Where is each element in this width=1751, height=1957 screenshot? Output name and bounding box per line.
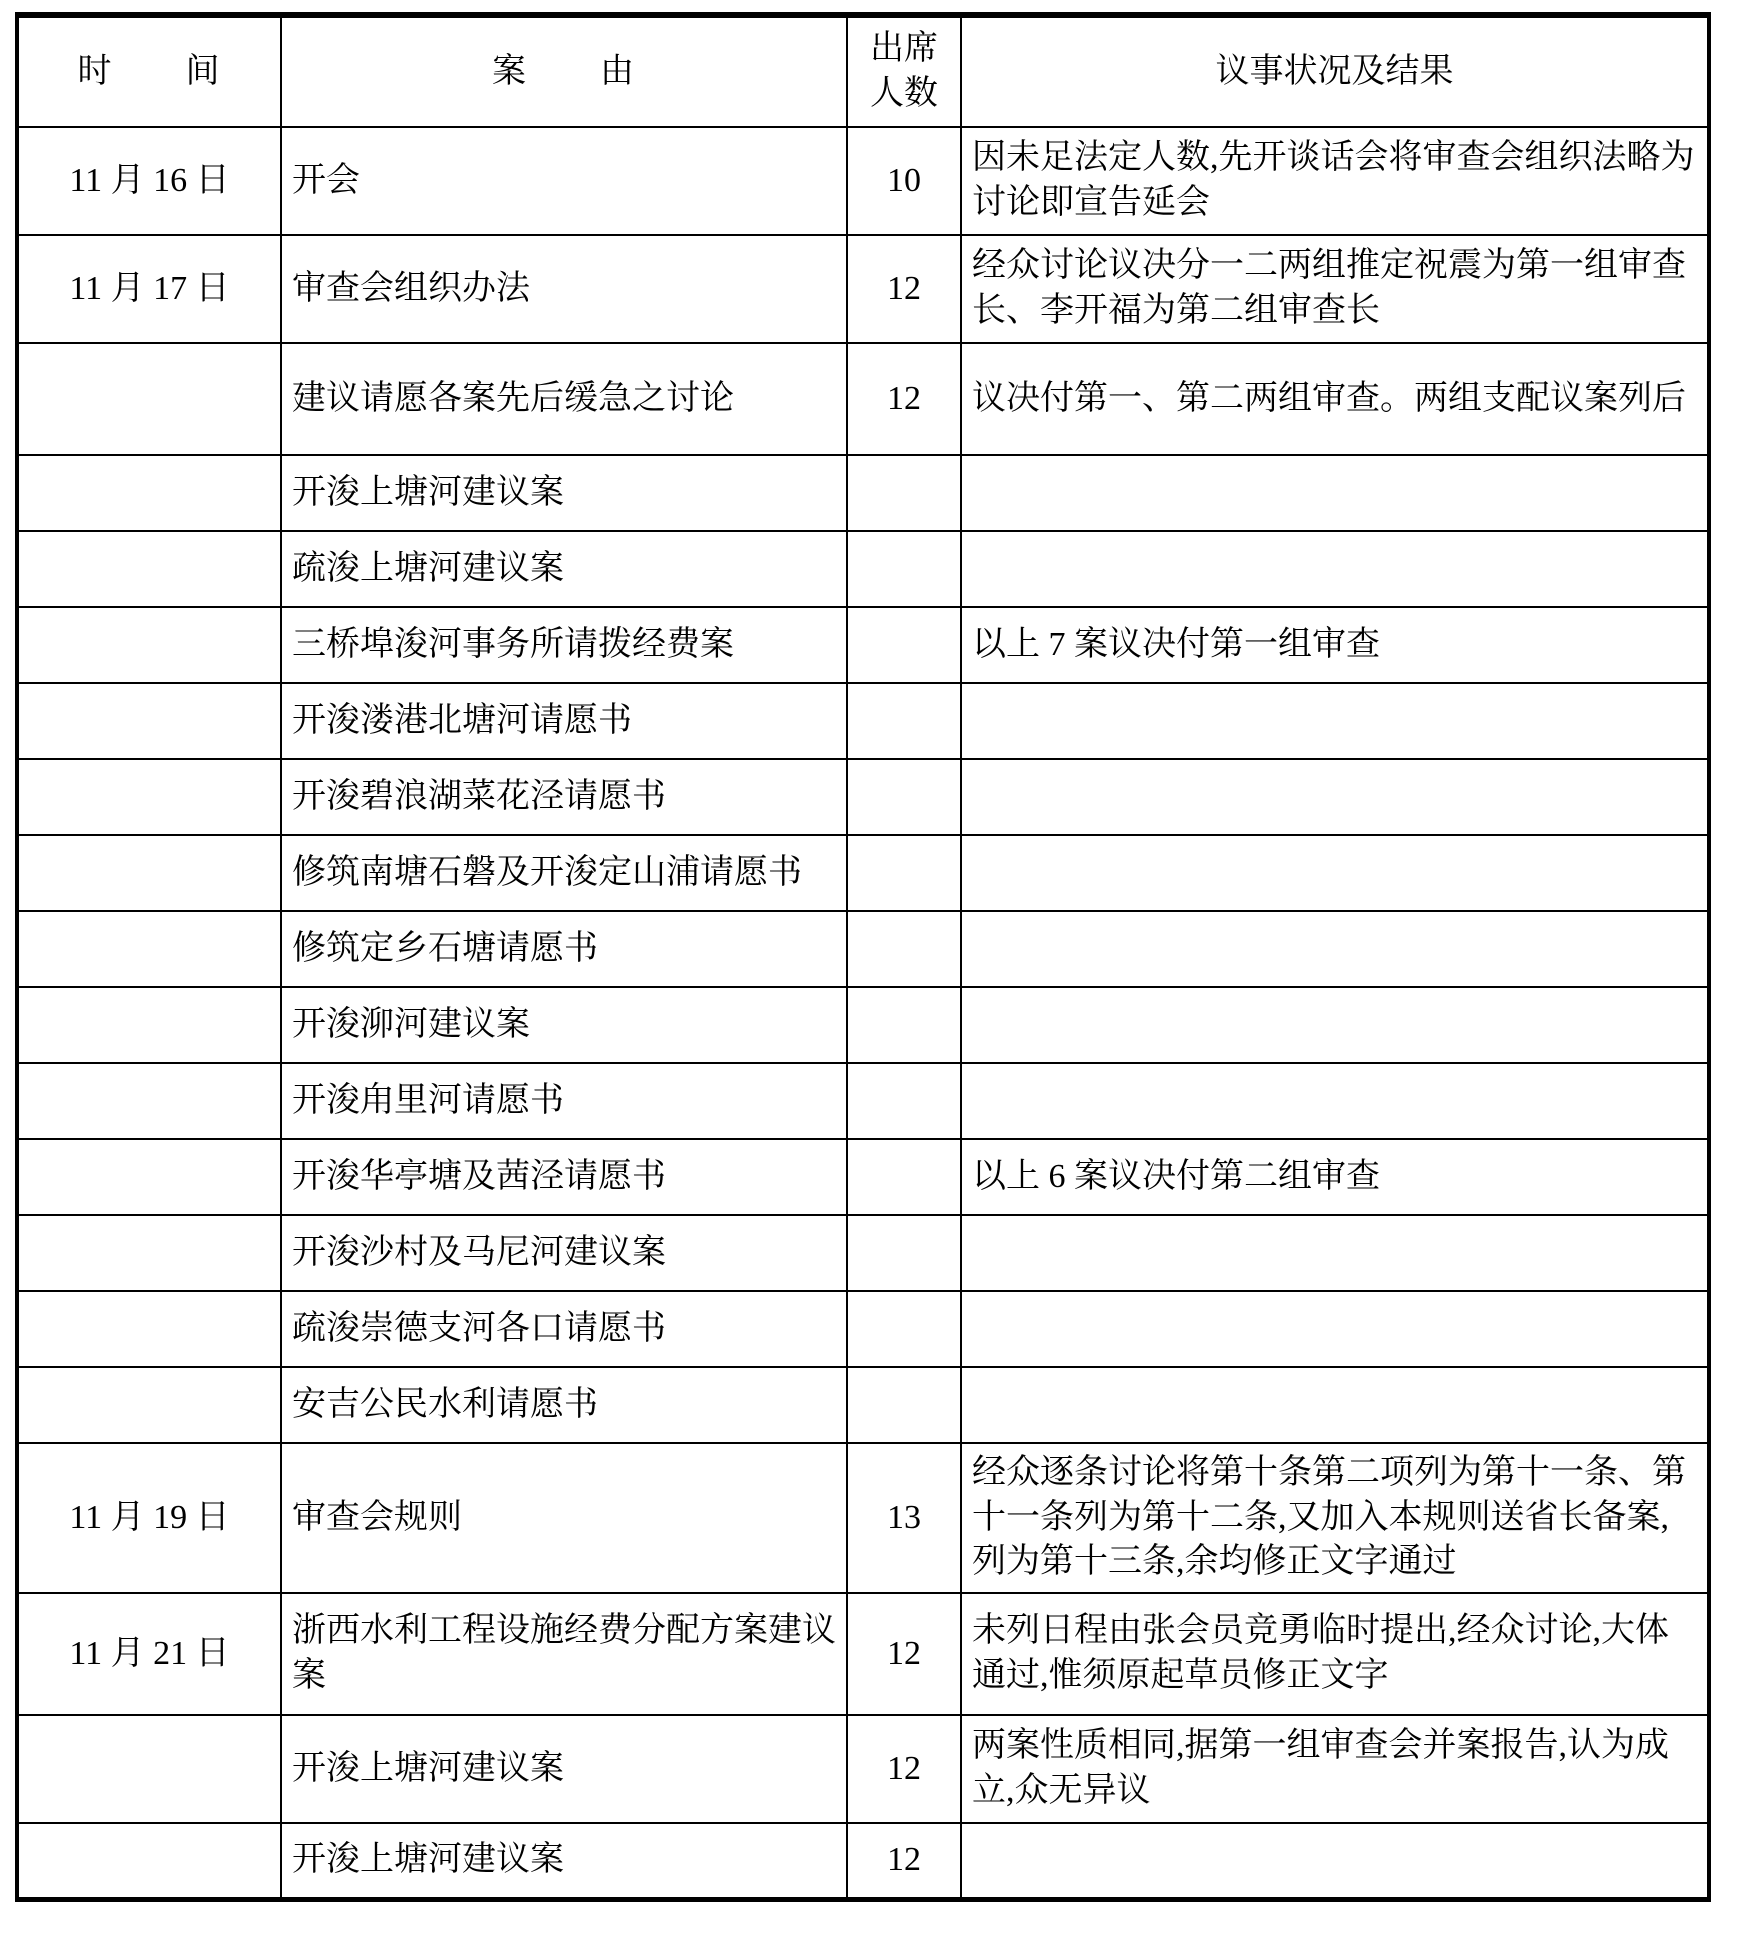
attendance-cell: 12 xyxy=(847,1593,961,1715)
result-cell xyxy=(961,1215,1709,1291)
result-cell: 经众逐条讨论将第十条第二项列为第十一条、第十一条列为第十二条,又加入本规则送省长备案,列为第十三条,余均修正文字通过 xyxy=(961,1443,1709,1593)
attendance-cell xyxy=(847,607,961,683)
table-row xyxy=(17,835,1709,911)
case-cell: 建议请愿各案先后缓急之讨论 xyxy=(281,343,847,455)
case-cell: 开浚华亭塘及茜泾请愿书 xyxy=(281,1139,847,1215)
attendance-cell: 12 xyxy=(847,1823,961,1899)
result-cell xyxy=(961,987,1709,1063)
case-cell: 安吉公民水利请愿书 xyxy=(281,1367,847,1443)
result-cell xyxy=(961,1823,1709,1899)
time-cell xyxy=(17,1291,281,1367)
case-cell: 开浚上塘河建议案 xyxy=(281,1823,847,1899)
time-cell xyxy=(17,911,281,987)
table-row xyxy=(17,987,1709,1063)
table-row xyxy=(17,607,1709,683)
case-cell: 开浚上塘河建议案 xyxy=(281,455,847,531)
header-case: 案 由 xyxy=(281,15,847,127)
result-cell: 经众讨论议决分一二两组推定祝震为第一组审查长、李开福为第二组审查长 xyxy=(961,235,1709,343)
case-cell: 审查会组织办法 xyxy=(281,235,847,343)
case-cell: 开浚溇港北塘河请愿书 xyxy=(281,683,847,759)
case-cell: 疏浚崇德支河各口请愿书 xyxy=(281,1291,847,1367)
attendance-cell xyxy=(847,759,961,835)
table-row xyxy=(17,1823,1709,1899)
attendance-cell xyxy=(847,911,961,987)
table-row xyxy=(17,1715,1709,1823)
result-cell: 议决付第一、第二两组审查。两组支配议案列后 xyxy=(961,343,1709,455)
header-result: 议事状况及结果 xyxy=(961,15,1709,127)
time-cell xyxy=(17,1215,281,1291)
time-cell xyxy=(17,343,281,455)
case-cell: 修筑南塘石磐及开浚定山浦请愿书 xyxy=(281,835,847,911)
result-cell xyxy=(961,911,1709,987)
attendance-cell xyxy=(847,683,961,759)
result-cell xyxy=(961,455,1709,531)
result-cell: 未列日程由张会员竞勇临时提出,经众讨论,大体通过,惟须原起草员修正文字 xyxy=(961,1593,1709,1715)
time-cell xyxy=(17,1367,281,1443)
attendance-cell xyxy=(847,1291,961,1367)
table-row xyxy=(17,1443,1709,1593)
attendance-cell xyxy=(847,987,961,1063)
result-cell xyxy=(961,1063,1709,1139)
table-row xyxy=(17,911,1709,987)
table-row xyxy=(17,1593,1709,1715)
attendance-cell xyxy=(847,1215,961,1291)
table-row xyxy=(17,455,1709,531)
case-cell: 开浚碧浪湖菜花泾请愿书 xyxy=(281,759,847,835)
case-cell: 审查会规则 xyxy=(281,1443,847,1593)
attendance-cell: 13 xyxy=(847,1443,961,1593)
time-cell xyxy=(17,835,281,911)
attendance-cell: 12 xyxy=(847,235,961,343)
result-cell xyxy=(961,759,1709,835)
attendance-cell: 10 xyxy=(847,127,961,235)
time-cell xyxy=(17,1823,281,1899)
table-row xyxy=(17,1367,1709,1443)
header-attendance: 出席人数 xyxy=(847,15,961,127)
time-cell xyxy=(17,455,281,531)
attendance-cell xyxy=(847,1063,961,1139)
case-cell: 浙西水利工程设施经费分配方案建议案 xyxy=(281,1593,847,1715)
result-cell: 因未足法定人数,先开谈话会将审查会组织法略为讨论即宣告延会 xyxy=(961,127,1709,235)
time-cell xyxy=(17,683,281,759)
time-cell xyxy=(17,1063,281,1139)
table-row xyxy=(17,127,1709,235)
attendance-cell: 12 xyxy=(847,1715,961,1823)
case-cell: 开会 xyxy=(281,127,847,235)
attendance-cell xyxy=(847,531,961,607)
table-row xyxy=(17,1139,1709,1215)
table-row xyxy=(17,759,1709,835)
time-cell: 11 月 16 日 xyxy=(17,127,281,235)
result-cell xyxy=(961,1291,1709,1367)
result-cell: 以上 6 案议决付第二组审查 xyxy=(961,1139,1709,1215)
table-row xyxy=(17,683,1709,759)
case-cell: 疏浚上塘河建议案 xyxy=(281,531,847,607)
result-cell: 以上 7 案议决付第一组审查 xyxy=(961,607,1709,683)
time-cell: 11 月 21 日 xyxy=(17,1593,281,1715)
time-cell: 11 月 19 日 xyxy=(17,1443,281,1593)
table-header xyxy=(17,15,1709,127)
case-cell: 修筑定乡石塘请愿书 xyxy=(281,911,847,987)
attendance-cell xyxy=(847,455,961,531)
case-cell: 开浚沙村及马尼河建议案 xyxy=(281,1215,847,1291)
time-cell xyxy=(17,1139,281,1215)
attendance-cell xyxy=(847,1367,961,1443)
time-cell xyxy=(17,607,281,683)
table-row xyxy=(17,235,1709,343)
table-row xyxy=(17,1063,1709,1139)
time-cell xyxy=(17,759,281,835)
table-row xyxy=(17,1215,1709,1291)
result-cell: 两案性质相同,据第一组审查会并案报告,认为成立,众无异议 xyxy=(961,1715,1709,1823)
time-cell: 11 月 17 日 xyxy=(17,235,281,343)
attendance-cell xyxy=(847,835,961,911)
case-cell: 开浚泖河建议案 xyxy=(281,987,847,1063)
case-cell: 开浚甪里河请愿书 xyxy=(281,1063,847,1139)
result-cell xyxy=(961,683,1709,759)
case-cell: 开浚上塘河建议案 xyxy=(281,1715,847,1823)
result-cell xyxy=(961,835,1709,911)
time-cell xyxy=(17,987,281,1063)
table-row xyxy=(17,343,1709,455)
table-body xyxy=(17,127,1709,1899)
time-cell xyxy=(17,531,281,607)
result-cell xyxy=(961,1367,1709,1443)
attendance-cell xyxy=(847,1139,961,1215)
meeting-record-table xyxy=(15,12,1711,1902)
table-row xyxy=(17,531,1709,607)
time-cell xyxy=(17,1715,281,1823)
result-cell xyxy=(961,531,1709,607)
table-row xyxy=(17,1291,1709,1367)
attendance-cell: 12 xyxy=(847,343,961,455)
header-row xyxy=(17,15,1709,127)
case-cell: 三桥埠浚河事务所请拨经费案 xyxy=(281,607,847,683)
header-time: 时 间 xyxy=(17,15,281,127)
